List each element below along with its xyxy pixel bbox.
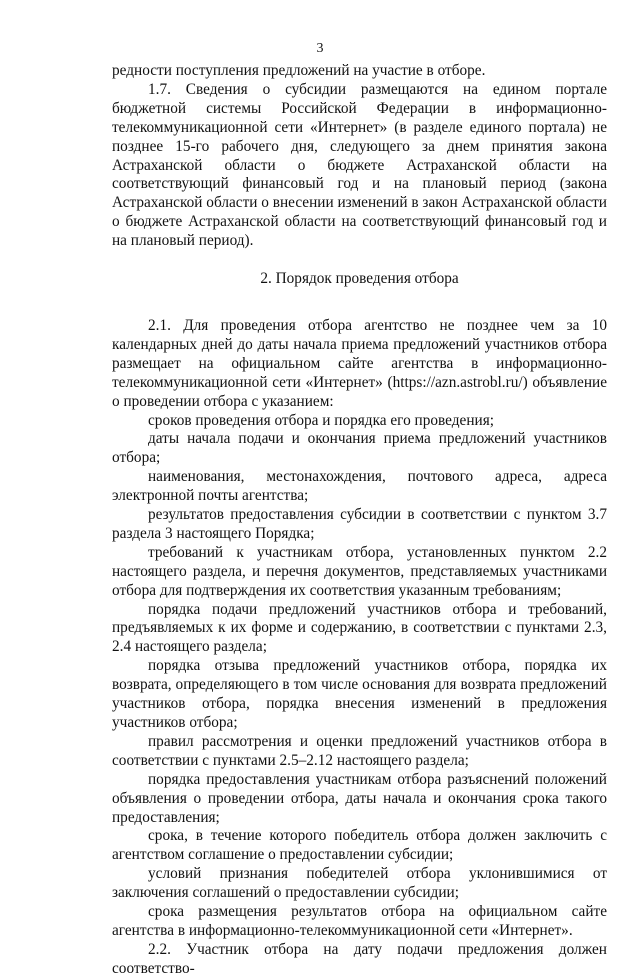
document-body — [112, 62, 607, 979]
paragraph-continuation: редности поступления предложений на участие в отборе. — [112, 62, 486, 79]
list-item: срока, в течение которого победитель отбора должен заключить с агентством соглашение о предоставлении субсидии; — [112, 827, 607, 864]
page-number: 3 — [316, 41, 324, 56]
spacer — [112, 289, 607, 317]
list-item: порядка отзыва предложений участников отбора, порядка их возврата, определяющего в том числе основания для возврата предложений участников отбора, порядка внесения изменений в предложения участников отбора; — [112, 657, 607, 731]
list-item: срока размещения результатов отбора на официальном сайте агентства в информационно-телекоммуникационной сети «Интернет». — [112, 903, 607, 939]
paragraph-2-2: 2.2. Участник отбора на дату подачи предложения должен соответство- — [112, 940, 607, 977]
spacer — [112, 251, 607, 270]
list-item: даты начала подачи и окончания приема предложений участников отбора; — [112, 430, 607, 467]
list-item: порядка подачи предложений участников отбора и требований, предъявляемых к их форме и содержанию, в соответствии с пунктами 2.3, 2.4 настоящего раздела; — [112, 600, 607, 656]
list-item: сроков проведения отбора и порядка его проведения; — [148, 411, 494, 429]
list-item: требований к участникам отбора, установленных пунктом 2.2 настоящего раздела, и перечня документов, представляемых участниками отбора для подтверждения их соответствия указанным требованиям; — [112, 543, 607, 599]
list-item: результатов предоставления субсидии в соответствии с пунктом 3.7 раздела 3 настоящего Порядка; — [112, 506, 607, 542]
paragraph-2-1: 2.1. Для проведения отбора агентство не позднее чем за 10 календарных дней до даты начала приема предложений участников отбора размещает на официальном сайте агентства в информационно-телекоммуникационной сети «Интернет» (https://azn.astrobl.ru/) объявление о проведении отбора с указанием: — [112, 316, 607, 410]
list-item: наименования, местонахождения, почтового адреса, адреса электронной почты агентства; — [112, 468, 607, 505]
list-item: условий признания победителей отбора уклонившимися от заключения соглашений о предоставлении субсидии; — [112, 865, 607, 902]
section-heading: 2. Порядок проведения отбора — [260, 270, 459, 288]
paragraph-1-7: 1.7. Сведения о субсидии размещаются на едином портале бюджетной системы Российской Федерации в информационно-телекоммуникационной сети «Интернет» (в разделе единого портала) не позднее 15-го рабочего дня, следующего за днем принятия закона Астраханской области о бюджете Астраханской области на соответствующий финансовый год и на плановый период (закона Астраханской области о внесении изменений в закон Астраханской области о бюджете Астраханской области на соответствующий финансовый год и на плановый период). — [112, 80, 607, 250]
list-item: правил рассмотрения и оценки предложений участников отбора в соответствии с пунктами 2.5–2.12 настоящего раздела; — [112, 732, 607, 769]
list-item: порядка предоставления участникам отбора разъяснений положений объявления о проведении отбора, даты начала и окончания срока такого предоставления; — [112, 770, 607, 826]
